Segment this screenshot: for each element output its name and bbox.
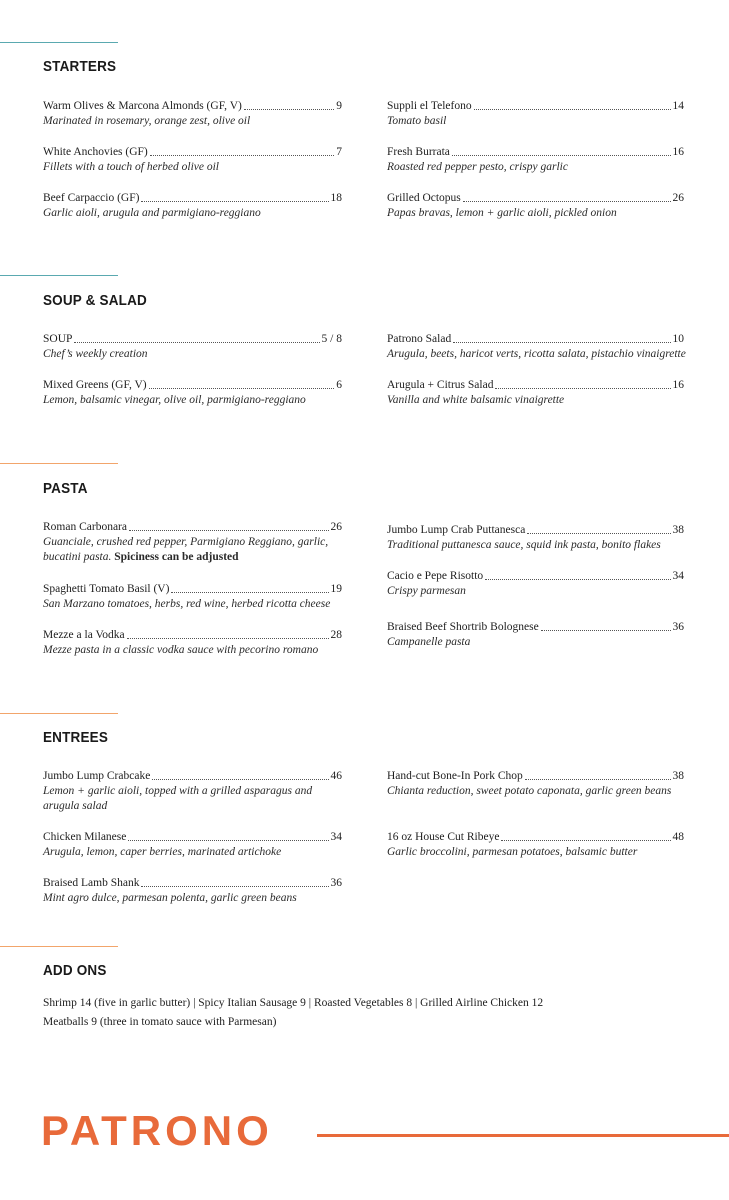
item-description: Chianta reduction, sweet potato caponata, garlic green beans	[387, 785, 672, 797]
dot-leader	[495, 388, 670, 389]
item-name: Suppli el Telefono	[387, 100, 472, 112]
menu-item	[43, 191, 342, 221]
item-price: 36	[330, 877, 342, 889]
section-divider-starters	[0, 42, 118, 43]
menu-item	[43, 876, 342, 906]
item-price: 26	[330, 521, 342, 533]
dot-leader	[525, 779, 671, 780]
menu-item	[387, 620, 684, 650]
item-price: 38	[672, 524, 684, 536]
add-ons-line: Meatballs 9 (three in tomato sauce with Parmesan)	[43, 1016, 277, 1028]
dot-leader	[141, 886, 328, 887]
item-description: Roasted red pepper pesto, crispy garlic	[387, 161, 568, 173]
item-description: Garlic aioli, arugula and parmigiano-reggiano	[43, 207, 261, 219]
dot-leader	[127, 638, 329, 639]
item-name: Chicken Milanese	[43, 831, 127, 843]
item-price: 46	[330, 770, 342, 782]
item-price: 16	[672, 146, 684, 158]
menu-item	[387, 569, 684, 599]
item-description: Fillets with a touch of herbed olive oil	[43, 161, 219, 173]
item-price: 38	[672, 770, 684, 782]
brand-rule	[317, 1134, 729, 1137]
dot-leader	[129, 530, 329, 531]
item-description: Garlic broccolini, parmesan potatoes, balsamic butter	[387, 846, 638, 858]
item-description: Arugula, lemon, caper berries, marinated artichoke	[43, 846, 282, 858]
item-price: 34	[330, 831, 342, 843]
item-name: Braised Beef Shortrib Bolognese	[387, 621, 539, 633]
dot-leader	[141, 201, 328, 202]
menu-item	[43, 99, 342, 129]
item-price: 34	[672, 570, 684, 582]
item-description: Traditional puttanesca sauce, squid ink pasta, bonito flakes	[387, 539, 661, 551]
menu-item	[387, 332, 684, 362]
item-price: 28	[330, 629, 342, 641]
section-divider-add-ons	[0, 946, 118, 947]
item-description: Mezze pasta in a classic vodka sauce with pecorino romano	[43, 644, 319, 656]
dot-leader	[171, 592, 328, 593]
dot-leader	[485, 579, 670, 580]
dot-leader	[452, 155, 671, 156]
item-name: Arugula + Citrus Salad	[387, 379, 494, 391]
item-name: Cacio e Pepe Risotto	[387, 570, 484, 582]
menu-item	[43, 628, 342, 658]
item-name: Patrono Salad	[387, 333, 452, 345]
section-divider-entrees	[0, 713, 118, 714]
item-price: 26	[672, 192, 684, 204]
item-name: Spaghetti Tomato Basil (V)	[43, 583, 170, 595]
dot-leader	[453, 342, 670, 343]
item-price: 16	[672, 379, 684, 391]
item-name: Hand-cut Bone-In Pork Chop	[387, 770, 523, 782]
section-title-soup-salad: SOUP & SALAD	[43, 292, 147, 309]
section-divider-pasta	[0, 463, 118, 464]
item-description: Mint agro dulce, parmesan polenta, garlic green beans	[43, 892, 297, 904]
item-price: 9	[336, 100, 342, 112]
add-ons-list	[43, 994, 683, 1032]
item-note: Spiciness can be adjusted	[114, 551, 239, 563]
menu-item	[387, 830, 684, 860]
item-name: Mixed Greens (GF, V)	[43, 379, 147, 391]
item-name: Braised Lamb Shank	[43, 877, 140, 889]
section-title-add-ons: ADD ONS	[43, 962, 107, 979]
menu-item	[43, 582, 342, 612]
menu-item	[43, 332, 342, 362]
item-description: Marinated in rosemary, orange zest, olive oil	[43, 115, 251, 127]
menu-item	[43, 769, 342, 814]
item-description: Lemon + garlic aioli, topped with a grilled asparagus and arugula salad	[43, 785, 313, 812]
item-description: Arugula, beets, haricot verts, ricotta salata, pistachio vinaigrette	[387, 348, 686, 360]
menu-item	[387, 191, 684, 221]
item-price: 6	[336, 379, 342, 391]
item-price: 5 / 8	[321, 333, 342, 345]
menu-item	[387, 378, 684, 408]
item-price: 18	[330, 192, 342, 204]
dot-leader	[501, 840, 670, 841]
item-name: Grilled Octopus	[387, 192, 461, 204]
item-price: 48	[672, 831, 684, 843]
menu-item	[387, 769, 684, 799]
menu-item	[387, 523, 684, 553]
item-description: Campanelle pasta	[387, 636, 471, 648]
item-description: Guanciale, crushed red pepper, Parmigiano Reggiano, garlic, bucatini pasta.	[43, 536, 329, 563]
dot-leader	[128, 840, 328, 841]
item-description: Chef’s weekly creation	[43, 348, 148, 360]
dot-leader	[527, 533, 670, 534]
item-name: Warm Olives & Marcona Almonds (GF, V)	[43, 100, 242, 112]
section-title-starters: STARTERS	[43, 58, 117, 75]
item-price: 14	[672, 100, 684, 112]
item-price: 19	[330, 583, 342, 595]
item-name: 16 oz House Cut Ribeye	[387, 831, 500, 843]
menu-item	[387, 99, 684, 129]
menu-item	[43, 520, 342, 565]
dot-leader	[463, 201, 671, 202]
dot-leader	[149, 388, 335, 389]
menu-item	[43, 145, 342, 175]
item-name: White Anchovies (GF)	[43, 146, 148, 158]
dot-leader	[541, 630, 671, 631]
item-description: San Marzano tomatoes, herbs, red wine, herbed ricotta cheese	[43, 598, 331, 610]
item-price: 36	[672, 621, 684, 633]
dot-leader	[150, 155, 334, 156]
item-name: SOUP	[43, 333, 73, 345]
add-ons-line: Shrimp 14 (five in garlic butter) | Spicy Italian Sausage 9 | Roasted Vegetables 8 | Grilled Airline Chicken 12	[43, 997, 544, 1009]
item-description: Lemon, balsamic vinegar, olive oil, parmigiano-reggiano	[43, 394, 306, 406]
menu-item	[43, 378, 342, 408]
item-name: Beef Carpaccio (GF)	[43, 192, 140, 204]
item-name: Roman Carbonara	[43, 521, 127, 533]
item-name: Jumbo Lump Crabcake	[43, 770, 151, 782]
dot-leader	[152, 779, 328, 780]
item-price: 10	[672, 333, 684, 345]
item-description: Vanilla and white balsamic vinaigrette	[387, 394, 565, 406]
dot-leader	[74, 342, 319, 343]
item-name: Jumbo Lump Crab Puttanesca	[387, 524, 526, 536]
item-name: Fresh Burrata	[387, 146, 450, 158]
section-title-entrees: ENTREES	[43, 729, 109, 746]
section-title-pasta: PASTA	[43, 480, 88, 497]
item-name: Mezze a la Vodka	[43, 629, 125, 641]
menu-item	[43, 830, 342, 860]
item-description: Papas bravas, lemon + garlic aioli, pickled onion	[387, 207, 617, 219]
item-description: Crispy parmesan	[387, 585, 466, 597]
item-price: 7	[336, 146, 342, 158]
menu-item	[387, 145, 684, 175]
section-divider-soup-salad	[0, 275, 118, 276]
item-description: Tomato basil	[387, 115, 447, 127]
dot-leader	[474, 109, 671, 110]
dot-leader	[244, 109, 334, 110]
brand-logo: PATRONO	[41, 1107, 273, 1154]
